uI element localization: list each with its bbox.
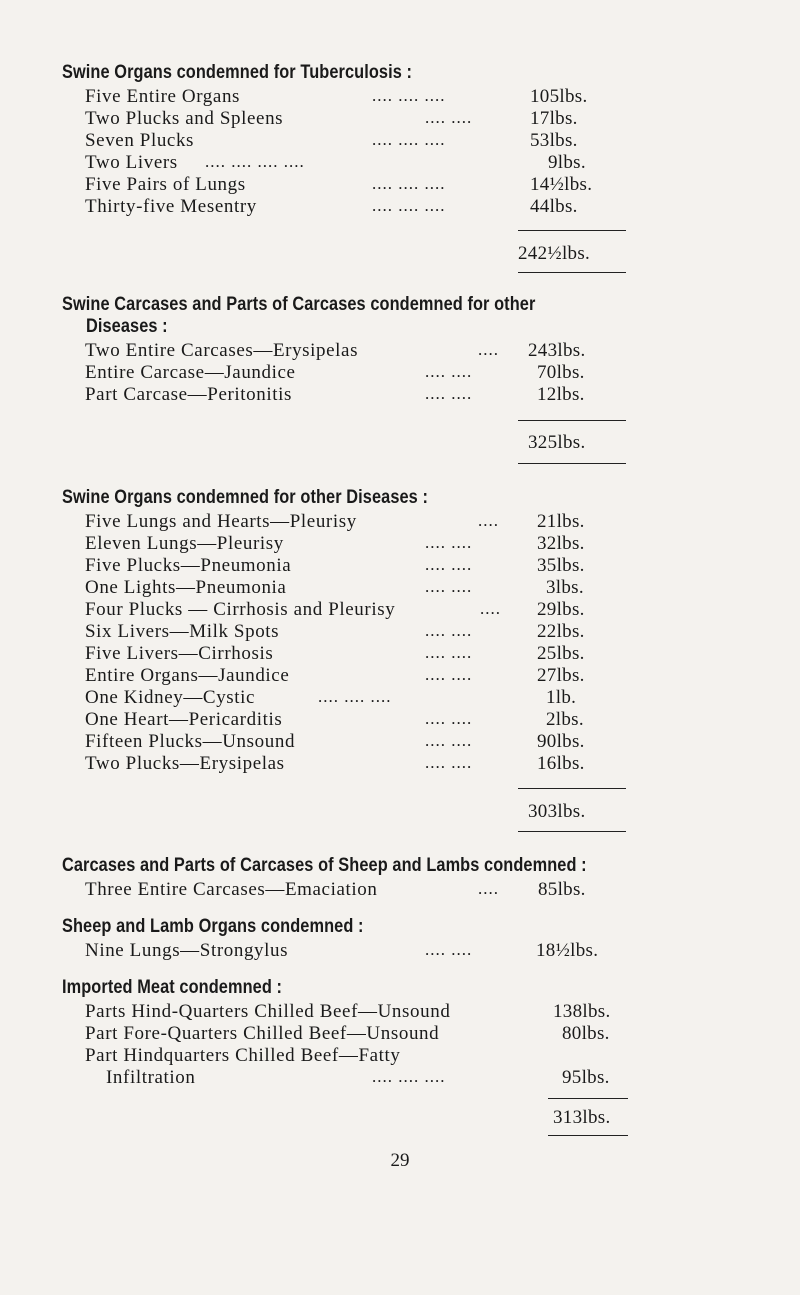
item-value: 35lbs. xyxy=(537,555,585,576)
item-label: Thirty-five Mesentry xyxy=(85,196,257,217)
item-label: One Heart—Pericarditis xyxy=(85,709,283,730)
item-label: Part Fore-Quarters Chilled Beef—Unsound xyxy=(85,1023,440,1044)
item-label: Five Entire Organs xyxy=(85,86,241,107)
list-item xyxy=(0,196,800,222)
item-value: 44lbs. xyxy=(530,196,578,217)
item-value: 18½lbs. xyxy=(536,940,599,961)
section-heading-continuation: Diseases : xyxy=(86,316,168,337)
item-value: 22lbs. xyxy=(537,621,585,642)
leader-dots: .... .... xyxy=(425,665,473,684)
leader-dots: .... .... xyxy=(425,621,473,640)
item-label: One Lights—Pneumonia xyxy=(85,577,287,598)
leader-dots: .... xyxy=(478,511,499,530)
item-value: 85lbs. xyxy=(538,879,586,900)
leader-dots: .... .... xyxy=(425,940,473,959)
item-label: Two Entire Carcases—Erysipelas xyxy=(85,340,359,361)
item-label: Part Carcase—Peritonitis xyxy=(85,384,292,405)
leader-dots: .... xyxy=(480,599,501,618)
leader-dots: .... .... .... xyxy=(372,130,446,149)
leader-dots: .... .... xyxy=(425,108,473,127)
item-value: 12lbs. xyxy=(537,384,585,405)
item-value: 25lbs. xyxy=(537,643,585,664)
item-value: 243lbs. xyxy=(528,340,586,361)
item-label: Part Hindquarters Chilled Beef—Fatty xyxy=(85,1045,401,1066)
section-heading-swine-organs-other: Swine Organs condemned for other Diseases : xyxy=(62,487,428,508)
item-label: One Kidney—Cystic xyxy=(85,687,256,708)
sum-rule xyxy=(548,1135,628,1136)
section-heading-swine-carcases: Swine Carcases and Parts of Carcases condemned for other xyxy=(62,294,536,315)
item-label: Two Plucks and Spleens xyxy=(85,108,284,129)
item-value: 70lbs. xyxy=(537,362,585,383)
item-value: 105lbs. xyxy=(530,86,588,107)
item-label: Entire Organs—Jaundice xyxy=(85,665,290,686)
item-label: Six Livers—Milk Spots xyxy=(85,621,280,642)
item-value: 2lbs. xyxy=(546,709,584,730)
item-value: 21lbs. xyxy=(537,511,585,532)
leader-dots: .... .... .... xyxy=(372,86,446,105)
item-value: 3lbs. xyxy=(546,577,584,598)
item-value: 29lbs. xyxy=(537,599,585,620)
sum-rule xyxy=(518,831,626,832)
leader-dots: .... .... xyxy=(425,643,473,662)
item-value: 80lbs. xyxy=(562,1023,610,1044)
list-item xyxy=(0,940,800,966)
total-value: 313lbs. xyxy=(553,1107,611,1128)
list-item xyxy=(0,753,800,779)
sum-rule xyxy=(518,272,626,273)
list-item xyxy=(0,384,800,410)
item-value: 95lbs. xyxy=(562,1067,610,1088)
item-value: 27lbs. xyxy=(537,665,585,686)
item-label: Five Lungs and Hearts—Pleurisy xyxy=(85,511,357,532)
leader-dots: .... xyxy=(478,340,499,359)
page-number: 29 xyxy=(390,1150,410,1171)
item-label: Eleven Lungs—Pleurisy xyxy=(85,533,284,554)
section-heading-sheep-organs: Sheep and Lamb Organs condemned : xyxy=(62,916,364,937)
item-label: Five Livers—Cirrhosis xyxy=(85,643,274,664)
leader-dots: .... .... xyxy=(425,753,473,772)
item-value: 1lb. xyxy=(546,687,577,708)
item-label: Nine Lungs—Strongylus xyxy=(85,940,289,961)
item-label: Fifteen Plucks—Unsound xyxy=(85,731,296,752)
item-label: Entire Carcase—Jaundice xyxy=(85,362,296,383)
leader-dots: .... .... xyxy=(425,384,473,403)
section-total xyxy=(0,432,800,458)
item-label: Infiltration xyxy=(106,1067,196,1088)
section-heading-sheep-carcases: Carcases and Parts of Carcases of Sheep and Lambs condemned : xyxy=(62,855,587,876)
sum-rule xyxy=(518,788,626,789)
section-heading-tuberculosis: Swine Organs condemned for Tuberculosis : xyxy=(62,62,413,83)
section-total xyxy=(0,801,800,827)
item-value: 32lbs. xyxy=(537,533,585,554)
leader-dots: .... .... .... xyxy=(372,174,446,193)
total-value: 303lbs. xyxy=(528,801,586,822)
section-total xyxy=(0,1107,800,1133)
leader-dots: .... .... xyxy=(425,362,473,381)
item-label: Five Pairs of Lungs xyxy=(85,174,246,195)
item-value: 17lbs. xyxy=(530,108,578,129)
item-label: Three Entire Carcases—Emaciation xyxy=(85,879,378,900)
leader-dots: .... .... xyxy=(425,577,473,596)
sum-rule xyxy=(518,420,626,421)
leader-dots: .... .... .... xyxy=(318,687,392,706)
item-value: 14½lbs. xyxy=(530,174,593,195)
item-label: Two Livers xyxy=(85,152,178,173)
leader-dots: .... .... xyxy=(425,555,473,574)
leader-dots: .... .... xyxy=(425,731,473,750)
item-label: Five Plucks—Pneumonia xyxy=(85,555,292,576)
leader-dots: .... .... .... xyxy=(372,196,446,215)
leader-dots: .... .... xyxy=(425,709,473,728)
sum-rule xyxy=(548,1098,628,1099)
item-value: 9lbs. xyxy=(548,152,586,173)
list-item xyxy=(0,1067,800,1093)
item-value: 53lbs. xyxy=(530,130,578,151)
leader-dots: .... .... .... xyxy=(372,1067,446,1086)
sum-rule xyxy=(518,230,626,231)
item-value: 138lbs. xyxy=(553,1001,611,1022)
total-value: 242½lbs. xyxy=(518,243,591,264)
item-label: Four Plucks — Cirrhosis and Pleurisy xyxy=(85,599,396,620)
item-value: 90lbs. xyxy=(537,731,585,752)
list-item xyxy=(0,879,800,905)
sum-rule xyxy=(518,463,626,464)
section-total xyxy=(0,243,800,269)
leader-dots: .... .... xyxy=(425,533,473,552)
item-label: Two Plucks—Erysipelas xyxy=(85,753,285,774)
item-label: Parts Hind-Quarters Chilled Beef—Unsound xyxy=(85,1001,451,1022)
leader-dots: .... xyxy=(478,879,499,898)
item-value: 16lbs. xyxy=(537,753,585,774)
section-heading-imported-meat: Imported Meat condemned : xyxy=(62,977,283,998)
total-value: 325lbs. xyxy=(528,432,586,453)
leader-dots: .... .... .... .... xyxy=(205,152,305,171)
item-label: Seven Plucks xyxy=(85,130,195,151)
